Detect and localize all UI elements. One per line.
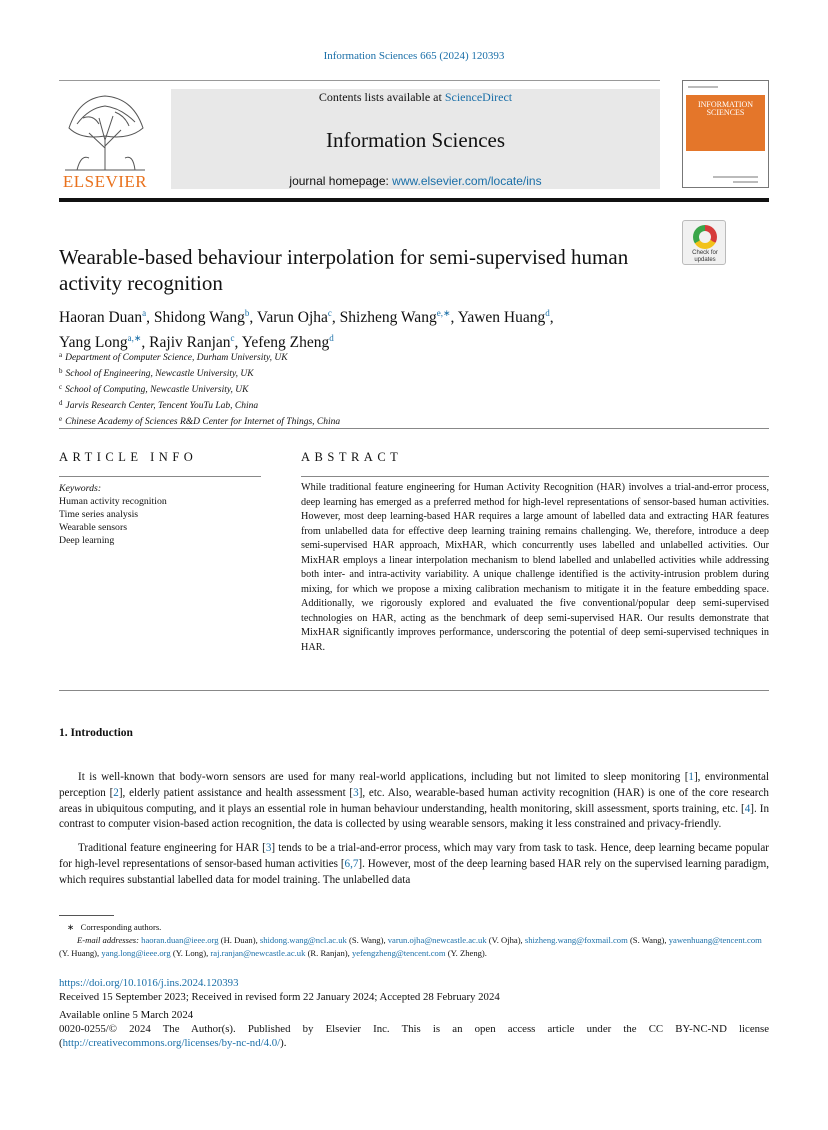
section-divider bbox=[59, 428, 769, 429]
email-link[interactable]: yang.long@ieee.org bbox=[101, 948, 171, 958]
citation-link[interactable]: 6,7 bbox=[344, 857, 359, 870]
introduction-heading: 1. Introduction bbox=[59, 727, 133, 739]
article-info-rule bbox=[59, 476, 261, 477]
journal-reference[interactable]: Information Sciences 665 (2024) 120393 bbox=[323, 50, 505, 62]
email-link[interactable]: yawenhuang@tencent.com bbox=[668, 935, 762, 945]
cover-detail bbox=[713, 176, 758, 178]
keyword: Time series analysis bbox=[59, 509, 139, 520]
intro-paragraph-2: Traditional feature engineering for HAR [3] tends to be a trial-and-error process, which may vary from task to task. Hence, deep learning became popular for high-level representations of sensor-based human activities [6,7]. However, most of the deep learning based HAR rely on the supervised learning paradigm, which requires substantial labelled data for model training. The unlabelled data bbox=[59, 842, 770, 886]
license-statement: 0020-0255/© 2024 The Author(s). Published by Elsevier Inc. This is an open access article under the CC BY-NC-ND license (http://creativecommons.org/licenses/by-nc-nd/4.0/). bbox=[59, 1023, 769, 1049]
check-updates-icon bbox=[693, 225, 717, 249]
citation-link[interactable]: 2 bbox=[113, 786, 119, 799]
email-link[interactable]: shidong.wang@ncl.ac.uk bbox=[259, 935, 347, 945]
sciencedirect-link[interactable]: ScienceDirect bbox=[444, 90, 513, 104]
homepage-line: journal homepage: www.elsevier.com/locate/ins bbox=[289, 174, 542, 188]
cover-detail bbox=[688, 86, 718, 88]
corresponding-footnote: ∗ Corresponding authors. bbox=[67, 922, 162, 932]
author-affiliation-mark[interactable]: d bbox=[329, 333, 334, 343]
abstract-heading: ABSTRACT bbox=[301, 450, 403, 464]
citation-link[interactable]: 4 bbox=[744, 802, 751, 815]
article-info-heading: ARTICLE INFO bbox=[59, 450, 198, 464]
author-affiliation-mark[interactable]: e,∗ bbox=[436, 308, 451, 318]
footnotes bbox=[59, 921, 769, 960]
author[interactable]: Yefeng Zheng bbox=[241, 334, 330, 351]
footnote-rule bbox=[59, 915, 114, 916]
online-date: Available online 5 March 2024 bbox=[59, 1009, 194, 1021]
article-title: Wearable-based behaviour interpolation for semi-supervised human activity recognition bbox=[59, 245, 629, 295]
doi-link[interactable]: https://doi.org/10.1016/j.ins.2024.120393 bbox=[59, 977, 239, 989]
author[interactable]: Shizheng Wang bbox=[339, 309, 437, 326]
email-link[interactable]: shizheng.wang@foxmail.com bbox=[524, 935, 628, 945]
keyword: Deep learning bbox=[59, 535, 115, 546]
author[interactable]: Yang Long bbox=[59, 334, 128, 351]
email-link[interactable]: varun.ojha@newcastle.ac.uk bbox=[387, 935, 487, 945]
citation-link[interactable]: 3 bbox=[265, 842, 272, 854]
citation-link[interactable]: 3 bbox=[353, 786, 359, 799]
email-footnote: E-mail addresses: haoran.duan@ieee.org (H. Duan), shidong.wang@ncl.ac.uk (S. Wang), varun.ojha@newcastle.ac.uk (V. Ojha), shizheng.wang@foxmail.com (S. Wang), yawenhuang@tencent.com (Y. Huang), yang.long@ieee.org (Y. Long), raj.ranjan@newcastle.ac.uk (R. Ranjan), yefengzheng@tencent.com (Y. Zheng). bbox=[59, 935, 762, 958]
cover-title: INFORMATION SCIENCES bbox=[697, 100, 754, 117]
email-link[interactable]: yefengzheng@tencent.com bbox=[351, 948, 446, 958]
author-affiliation-mark[interactable]: a bbox=[142, 308, 147, 318]
affiliation: $^d$ Jarvis Research Center, Tencent YouTu Lab, China bbox=[59, 399, 259, 411]
affiliations bbox=[59, 349, 659, 429]
cover-detail bbox=[733, 181, 758, 183]
section-divider bbox=[59, 690, 769, 691]
keywords-label: Keywords: bbox=[59, 483, 102, 494]
journal-cover-thumbnail[interactable] bbox=[682, 80, 769, 188]
author-affiliation-mark[interactable]: c bbox=[327, 308, 332, 318]
author[interactable]: Haoran Duan bbox=[59, 309, 143, 326]
elsevier-tree-icon bbox=[59, 88, 151, 172]
elsevier-logo bbox=[59, 88, 151, 192]
received-dates: Received 15 September 2023; Received in revised form 22 January 2024; Accepted 28 February 2024 bbox=[59, 991, 500, 1003]
author-affiliation-mark[interactable]: a,∗ bbox=[127, 333, 142, 343]
check-updates-label: Check for updates bbox=[692, 250, 718, 263]
author[interactable]: Shidong Wang bbox=[153, 309, 245, 326]
email-link[interactable]: haoran.duan@ieee.org bbox=[141, 935, 219, 945]
author-affiliation-mark[interactable]: c bbox=[230, 333, 235, 343]
author-list: Haoran Duan$^a$, Shidong Wang$^b$, Varun Ojha$^c$, Shizheng Wang$^{e,∗}$, Yawen Huang$^d$, Yang Long$^{a,∗}$, Rajiv Ranjan$^c$, Yefeng Zheng$^d$ bbox=[59, 308, 554, 351]
keywords-block bbox=[59, 482, 259, 547]
homepage-link[interactable]: www.elsevier.com/locate/ins bbox=[392, 174, 542, 188]
check-for-updates-button[interactable] bbox=[682, 220, 726, 265]
author-affiliation-mark[interactable]: b bbox=[244, 308, 250, 318]
affiliation: $^e$ Chinese Academy of Sciences R&D Center for Internet of Things, China bbox=[59, 415, 341, 427]
header-divider bbox=[59, 198, 769, 202]
keyword: Human activity recognition bbox=[59, 496, 167, 507]
license-link[interactable]: http://creativecommons.org/licenses/by-nc-nd/4.0/ bbox=[62, 1037, 281, 1049]
intro-paragraph-1: It is well-known that body-worn sensors are used for many real-world applications, including but not limited to sleep monitoring [1], environmental perception [2], elderly patient assistance and health assessment [3], etc. Also, wearable-based human activity recognition (HAR) is one of the core research areas in ubiquitous computing, and it plays an essential role in human behaviour understanding, health monitoring, skill assessment, sports training, etc. [4]. In contrast to computer vision-based action recognition, the data is collected by using wearable sensors, making it less constrained and privacy-friendly. bbox=[59, 771, 769, 831]
journal-name: Information Sciences bbox=[325, 128, 506, 152]
abstract-text: While traditional feature engineering for Human Activity Recognition (HAR) involves a trial-and-error process, deep learning has emerged as a preferred method for high-level representations of sensor-based human activities. However, most deep learning-based HAR requires a large amount of labelled data and extracting HAR features from unlabelled data for effective deep learning training remains challenging. We, therefore, introduce a deep semi-supervised HAR approach, MixHAR, which concurrently uses labelled and unlabelled activities. Our MixHAR employs a linear interpolation mechanism to blend labelled and unlabelled activities while addressing both inter- and intra-activity variability. A unique challenge identified is the activity-intrusion problem during mixing, for which we propose a mixing calibration mechanism to mitigate it in the feature embedding space. Additionally, we rigorously explored and evaluated the five conventional/popular deep semi-supervised technologies on HAR, acting as the benchmark of deep semi-supervised HAR. Our results demonstrate that MixHAR significantly improves performance, underscoring the potential of deep semi-supervised techniques in HAR. bbox=[301, 482, 769, 653]
abstract-rule bbox=[301, 476, 769, 477]
keyword: Wearable sensors bbox=[59, 522, 128, 533]
affiliation: $^b$ School of Engineering, Newcastle University, UK bbox=[59, 367, 254, 379]
affiliation: $^c$ School of Computing, Newcastle University, UK bbox=[59, 383, 249, 395]
header-rule bbox=[59, 80, 660, 81]
author[interactable]: Yawen Huang bbox=[457, 309, 546, 326]
contents-line: Contents lists available at ScienceDirect bbox=[318, 90, 513, 104]
affiliation: $^a$ Department of Computer Science, Durham University, UK bbox=[59, 351, 288, 363]
author[interactable]: Rajiv Ranjan bbox=[149, 334, 231, 351]
elsevier-wordmark: ELSEVIER bbox=[62, 172, 148, 191]
email-link[interactable]: raj.ranjan@newcastle.ac.uk bbox=[210, 948, 306, 958]
citation-link[interactable]: 1 bbox=[688, 771, 694, 783]
author[interactable]: Varun Ojha bbox=[256, 309, 328, 326]
author-affiliation-mark[interactable]: d bbox=[545, 308, 550, 318]
